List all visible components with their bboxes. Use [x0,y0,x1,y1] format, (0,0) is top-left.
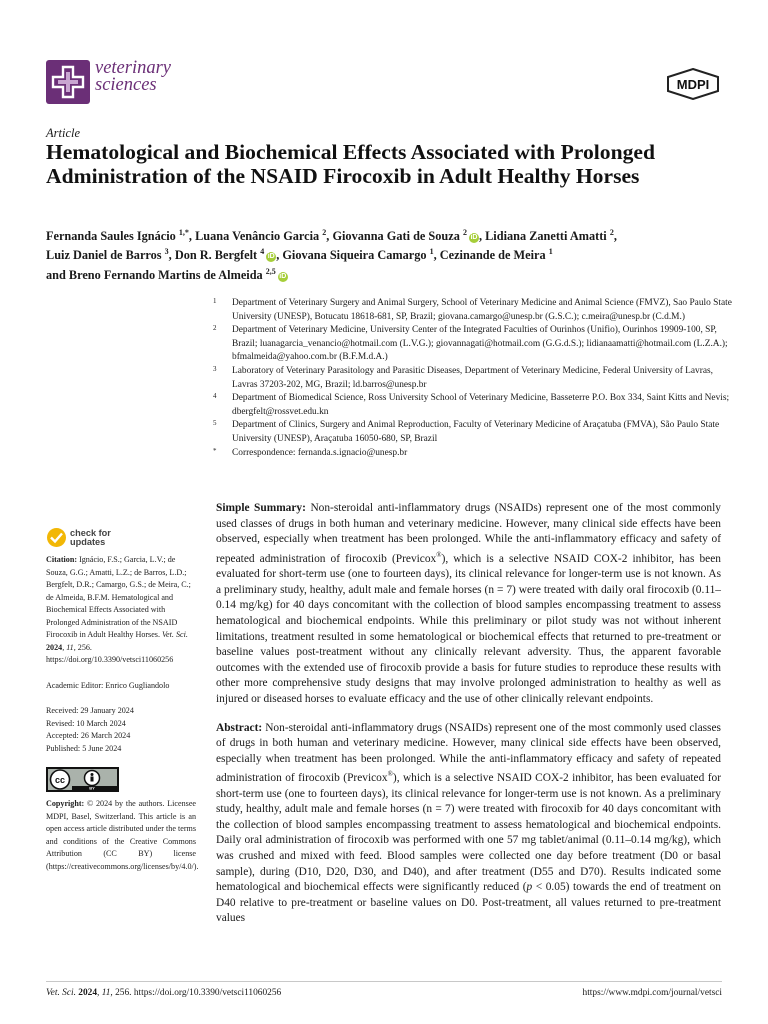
author-affiliation-marker: 1,* [178,228,189,237]
citation-label: Citation: [46,555,78,564]
author-list [46,225,736,283]
author-name[interactable]: Cezinande de Meira [439,248,546,263]
abstract-text-b: ), which is a selective NSAID COX-2 inhibitor, has been evaluated for short-term use (one to fourteen days), its clinical relevance for longer-term use is not known. As a preliminary study, healthy, adult male and female horses (n = 7) were treated with firocoxib for 40 days concomitant with the collection of blood samples encompassing treatment to assess hematological and biochemical endpoints. Daily oral administration of firocoxib was performed with one 57 mg tablet/animal (0.11–0.14 mg/kg), which was crushed and mixed with feed. Blood samples were collected one day before treatment (D0 or basal sample), during (D10, D20, D30, and D40), and after treatment (D55 and D70). Results indicated some hematological and biochemical effects were significantly reduced ( [216,772,722,894]
check-updates-line1: check for [70,528,111,538]
affiliation-number: 4 [213,392,217,401]
author-name[interactable]: Don R. Bergfelt [174,248,258,263]
affiliation-text: Department of Veterinary Medicine, University Center of the Integrated Faculties of Ourinhos (Unifio), Ourinhos 19909-100, SP, Brazil; luanagarcia_venancio@hotmail.com (L.V.G.); giovannagati@hotmail.com (G.G.d.S.); lidianaamatti@hotmail.com (L.Z.A.); bfmalmeida@yahoo.com.br (B.F.M.d.A.) [232,325,728,363]
abstract-text-c: < 0.05) towards the end of treatment on D40 relative to pre-treatment or baseline values on D0. Post-treatment, all values returned to pre-treatment values [216,881,722,925]
check-updates-label [70,529,111,547]
affiliation-text: Correspondence: fernanda.s.ignacio@unesp.br [232,447,408,458]
orcid-icon[interactable]: iD [267,253,275,261]
footer-year: 2024 [78,988,98,998]
journal-logo-icon [46,60,90,104]
author-name[interactable]: Fernanda Saules Ignácio [46,229,176,244]
simple-summary [216,501,721,708]
author-name[interactable]: Lidiana Zanetti Amatti [485,229,607,244]
author-affiliation-marker: 2,5 [265,266,276,276]
check-updates-icon [46,527,67,548]
affiliation-number: 5 [213,419,217,428]
simple-summary-label: Simple Summary: [216,502,306,514]
journal-name-line1: veterinary [95,58,172,78]
copyright-text: © 2024 by the authors. Licensee MDPI, Basel, Switzerland. This article is an open access article distributed under the terms and conditions of the Creative Commons Attribution (CC BY) license (https://creativecommons.org/licenses/by/4.0/). [46,799,199,871]
citation-volume: 11 [66,642,74,652]
author-name[interactable]: Luana Venâncio Garcia [195,229,320,244]
registered-mark: ® [436,550,442,559]
affiliation-text: Department of Veterinary Surgery and Animal Surgery, School of Veterinary Medicine and Animal Science (FMVZ), Sao Paulo State University (UNESP), Botucatu 18618-681, SP, Brazil; giovana.camargo@unesp.br (G.S.C.); c.meira@unesp.br (C.d.M.) [232,298,732,322]
abstract-label: Abstract: [216,721,263,734]
footer-volume: 11 [101,988,111,998]
academic-editor: Academic Editor: Enrico Gugliandolo [46,680,170,690]
citation-text: Ignácio, F.S.; Garcia, L.V.; de Souza, G.G.; Amatti, L.Z.; de Barros, L.D.; Bergfelt, D.R.; Camargo, G.S.; de Meira, C.; de Almeida, B.F.M. Hematological and Biochemical Effects Associated with Prolonged Administration of the NSAID Firocoxib in Adult Healthy Horses. [46,555,191,639]
main-text [216,501,721,927]
affiliation-text: Department of Biomedical Science, Ross University School of Veterinary Medicine, Basseterre P.O. Box 334, Saint Kitts and Nevis; dbergfelt@rossvet.edu.kn [232,393,730,417]
author-name[interactable]: Luiz Daniel de Barros [46,248,162,263]
affiliation-number: 2 [213,324,217,333]
copyright-label: Copyright: [46,799,85,808]
author-affiliation-marker: 1 [429,247,434,257]
footer-journal-url[interactable]: https://www.mdpi.com/journal/vetsci [582,988,722,998]
cc-by-label: BY [89,785,95,791]
citation: Citation: Ignácio, F.S.; Garcia, L.V.; de Souza, G.G.; Amatti, L.Z.; de Barros, L.D.; Bergfelt, D.R.; Camargo, G.S.; de Meira, C.; de Almeida, B.F.M. Hematological and Biochemical Effects Associated with Prolonged Administration of the NSAID Firocoxib in Adult Healthy Horses. Vet. Sci. 2024, 11, 256. https://doi.org/10.3390/vetsci11060256 [46,555,191,664]
affiliation-number: 3 [213,364,217,373]
author-separator: , [326,229,333,244]
affiliations-list [210,297,735,460]
registered-mark: ® [387,770,393,779]
author-separator: , [613,229,617,244]
copyright-notice [46,798,199,873]
affiliation-text: Laboratory of Veterinary Parasitology and Parasitic Diseases, Department of Veterinary Medicine, Federal University of Lavras, Lavras 37203-202, MG, Brazil; ld.barros@unesp.br [232,365,714,390]
date-accepted: Accepted: 26 March 2024 [46,731,131,740]
footer-doi-link[interactable]: , 256. https://doi.org/10.3390/vetsci11060256 [110,988,282,998]
citation-year: 2024 [46,642,63,652]
author-affiliation-marker: 2 [322,228,327,237]
svg-text:cc: cc [54,775,66,785]
date-received: Received: 29 January 2024 [46,706,134,715]
check-for-updates-button[interactable] [46,527,126,549]
author-separator: , [276,248,283,263]
citation-journal: Vet. Sci. [162,630,188,639]
citation-doi[interactable]: , 256. https://doi.org/10.3390/vetsci11060256 [46,642,174,664]
author-name[interactable]: and Breno Fernando Martins de Almeida [46,267,263,282]
publisher-name: MDPI [676,77,710,92]
cc-by-license-icon[interactable] [46,767,119,792]
affiliation-number: * [213,446,217,455]
orcid-icon[interactable]: iD [470,234,478,242]
simple-summary-text-b: ), which is a selective NSAID COX-2 inhibitor, has been evaluated for short-term use (one to fourteen days), its clinical relevance for longer-term use is not known. As a preliminary study, healthy, adult male and female horses (n = 7) were treated with daily oral firocoxib (0.11–0.14 mg/kg) for 40 days concomitant with the collection of blood samples encompassing treatment to assess hematological and biochemical endpoints. While this preliminary or pilot study was not without inherent limitations, treatment resulted in some hematological or biochemical effects that returned to pre-treatment or baseline values post-treatment without any clinically relevant adversity. Thus, the apparent favorable outcomes with the extended use of firocoxib provide a basis for future studies to reproduce these results with other more comprehensive study designs that may involve prolonged administration to healthy as well as injured or diseased horses to evaluate efficacy and the use of other clinically relevant endpoints. [216,552,721,705]
affiliation-number: 1 [213,297,217,305]
author-affiliation-marker: 1 [548,247,553,257]
author-affiliation-marker: 3 [164,247,169,257]
journal-name-line2: sciences [95,75,157,95]
date-published: Published: 5 June 2024 [46,743,122,753]
affiliation-item [210,392,735,419]
author-separator: , [433,248,440,263]
author-affiliation-marker: 2 [462,228,467,237]
mdpi-logo-icon [666,68,720,100]
author-separator: , [168,248,175,263]
footer-journal: Vet. Sci. [46,988,76,998]
affiliation-item [210,419,735,446]
article-type: Article [46,126,81,140]
orcid-icon[interactable]: iD [279,272,287,280]
author-affiliation-marker: 4 [260,247,265,257]
affiliation-item [210,324,735,365]
affiliation-item [210,447,735,461]
author-name[interactable]: Giovanna Gati de Souza [332,229,460,244]
check-updates-line2: updates [70,537,106,547]
article-info-sidebar [46,554,199,873]
footer-citation: Vet. Sci. 2024, 11, 256. https://doi.org/10.3390/vetsci11060256 [46,988,282,998]
footer-divider [46,981,722,982]
author-affiliation-marker: 2 [609,228,614,237]
affiliation-item [210,365,735,392]
affiliation-text: Department of Clinics, Surgery and Animal Reproduction, Faculty of Veterinary Medicine of Araçatuba (FMVA), São Paulo State University (UNESP), Araçatuba 16050-680, SP, Brazil [232,420,720,444]
article-title: Hematological and Biochemical Effects Associated with Prolonged Administration of the NSAID Firocoxib in Adult Healthy Horses [46,140,655,188]
p-value-symbol: p [526,881,533,894]
author-separator: , [188,229,196,244]
affiliation-item [210,297,735,324]
abstract [216,721,721,928]
journal-name [95,60,171,94]
author-separator: , [478,229,486,244]
date-revised: Revised: 10 March 2024 [46,718,126,728]
simple-summary-text-a: Non-steroidal anti-inflammatory drugs (NSAIDs) represent one of the most commonly used classes of drugs in both human and veterinary medicine. However, many clinical side effects have been observed, especially when treatment has been prolonged. While the anti-inflammatory efficacy and safety of repeated administration of firocoxib (Previcox [216,502,721,565]
abstract-text-a: Non-steroidal anti-inflammatory drugs (NSAIDs) represent one of the most commonly used classes of drugs in both human and veterinary medicine. However, many clinical side effects have been observed, especially when treatment has been prolonged. While the anti-inflammatory efficacy and safety of repeated administration of firocoxib (Previcox [216,721,721,785]
author-name[interactable]: Giovana Siqueira Camargo [282,248,427,263]
